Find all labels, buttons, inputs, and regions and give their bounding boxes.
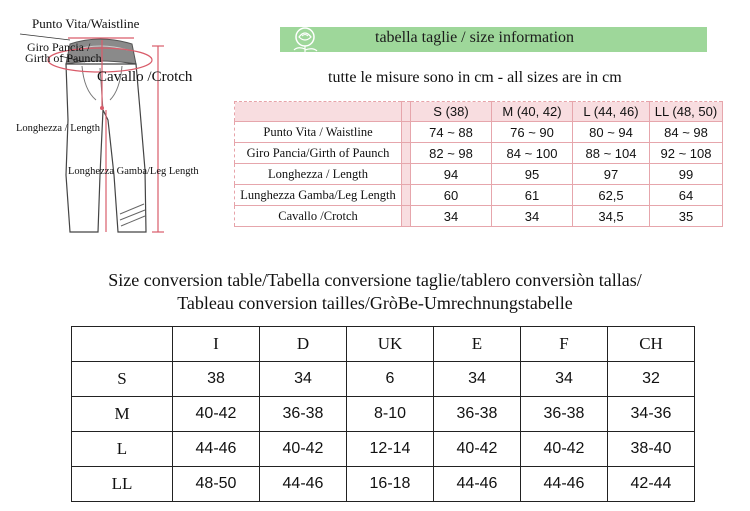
row-label: L: [72, 432, 173, 467]
table-cell: 36-38: [521, 397, 608, 432]
size-table-spacer: [402, 122, 411, 143]
table-cell: 42-44: [608, 467, 695, 502]
table-cell: 84 ~ 100: [492, 143, 573, 164]
table-cell: 8-10: [347, 397, 434, 432]
rose-icon: [284, 24, 326, 54]
table-cell: 40-42: [434, 432, 521, 467]
table-row: [235, 206, 723, 227]
table-row: [72, 467, 695, 502]
table-cell: 76 ~ 90: [492, 122, 573, 143]
size-col-l: L (44, 46): [573, 102, 650, 122]
table-cell: 84 ~ 98: [650, 122, 723, 143]
size-table: [234, 101, 723, 227]
girth-label-2: Girth of Paunch: [25, 51, 102, 65]
table-cell: 34: [434, 362, 521, 397]
table-cell: 16-18: [347, 467, 434, 502]
row-label: Cavallo /Crotch: [235, 206, 402, 227]
table-cell: 61: [492, 185, 573, 206]
table-cell: 34: [411, 206, 492, 227]
table-cell: 36-38: [260, 397, 347, 432]
table-cell: 94: [411, 164, 492, 185]
table-cell: 62,5: [573, 185, 650, 206]
table-row: [235, 164, 723, 185]
table-cell: 40-42: [260, 432, 347, 467]
leg-length-label: Longhezza Gamba/Leg Length: [68, 166, 199, 177]
size-col-s: S (38): [411, 102, 492, 122]
table-cell: 35: [650, 206, 723, 227]
table-cell: 34: [260, 362, 347, 397]
table-row: [72, 397, 695, 432]
table-cell: 95: [492, 164, 573, 185]
conv-col-i: I: [173, 327, 260, 362]
table-cell: 6: [347, 362, 434, 397]
table-cell: 40-42: [173, 397, 260, 432]
table-cell: 12-14: [347, 432, 434, 467]
conv-col-d: D: [260, 327, 347, 362]
table-cell: 44-46: [260, 467, 347, 502]
conversion-table-header: [72, 327, 695, 362]
size-table-spacer: [402, 102, 411, 122]
conv-col-ch: CH: [608, 327, 695, 362]
conversion-title-line-2: Tableau conversion tailles/GròBe-Umrechnungstabelle: [177, 293, 573, 313]
crotch-label: Cavallo /Crotch: [97, 69, 193, 85]
table-cell: 88 ~ 104: [573, 143, 650, 164]
row-label: Punto Vita / Waistline: [235, 122, 402, 143]
table-cell: 82 ~ 98: [411, 143, 492, 164]
conv-col-e: E: [434, 327, 521, 362]
table-cell: 92 ~ 108: [650, 143, 723, 164]
size-table-corner: [235, 102, 402, 122]
row-label: Lunghezza Gamba/Leg Length: [235, 185, 402, 206]
table-cell: 38: [173, 362, 260, 397]
size-table-spacer: [402, 143, 411, 164]
table-cell: 48-50: [173, 467, 260, 502]
table-cell: 97: [573, 164, 650, 185]
size-col-ll: LL (48, 50): [650, 102, 723, 122]
table-cell: 80 ~ 94: [573, 122, 650, 143]
table-cell: 64: [650, 185, 723, 206]
conversion-table: [71, 326, 695, 502]
row-label: LL: [72, 467, 173, 502]
table-cell: 74 ~ 88: [411, 122, 492, 143]
table-cell: 34: [492, 206, 573, 227]
table-cell: 34,5: [573, 206, 650, 227]
table-cell: 60: [411, 185, 492, 206]
table-cell: 32: [608, 362, 695, 397]
table-row: [235, 122, 723, 143]
row-label: S: [72, 362, 173, 397]
header-subtitle: tutte le misure sono in cm - all sizes are in cm: [328, 69, 622, 86]
size-table-header: [235, 102, 723, 122]
table-cell: 40-42: [521, 432, 608, 467]
size-table-spacer: [402, 164, 411, 185]
size-table-spacer: [402, 206, 411, 227]
table-cell: 38-40: [608, 432, 695, 467]
table-row: [235, 143, 723, 164]
table-cell: 44-46: [173, 432, 260, 467]
length-label: Longhezza / Length: [16, 123, 100, 134]
waistline-label: Punto Vita/Waistline: [32, 16, 140, 31]
conv-corner: [72, 327, 173, 362]
table-cell: 34: [521, 362, 608, 397]
table-cell: 36-38: [434, 397, 521, 432]
table-cell: 34-36: [608, 397, 695, 432]
row-label: Longhezza / Length: [235, 164, 402, 185]
table-cell: 99: [650, 164, 723, 185]
girth-label-1: Giro Pancia /: [27, 40, 91, 54]
conversion-title-line-1: Size conversion table/Tabella conversione taglie/tablero conversiòn tallas/: [108, 270, 642, 290]
row-label: Giro Pancia/Girth of Paunch: [235, 143, 402, 164]
table-row: [72, 362, 695, 397]
table-cell: 44-46: [521, 467, 608, 502]
row-label: M: [72, 397, 173, 432]
table-cell: 44-46: [434, 467, 521, 502]
size-table-spacer: [402, 185, 411, 206]
size-col-m: M (40, 42): [492, 102, 573, 122]
conv-col-uk: UK: [347, 327, 434, 362]
table-row: [235, 185, 723, 206]
header-title: tabella taglie / size information: [375, 29, 575, 46]
table-row: [72, 432, 695, 467]
conv-col-f: F: [521, 327, 608, 362]
